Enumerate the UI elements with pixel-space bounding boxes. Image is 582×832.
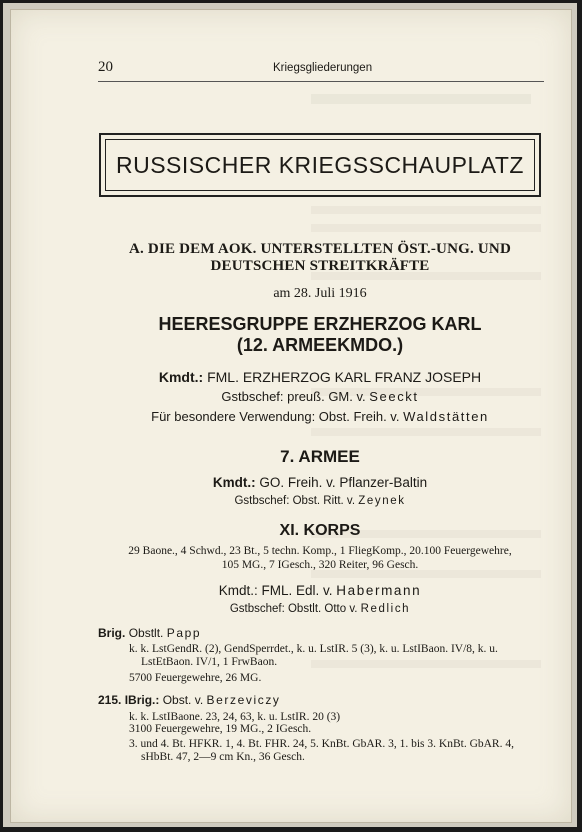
korps-gstbschef-label: Gstbschef: Obstlt. Otto v. [229,603,358,615]
brig-strength: 5700 Feuergewehre, 26 MG. [129,672,262,684]
heeresgruppe-title-line1: HEERESGRUPPE ERZHERZOG KARL [158,314,482,334]
heeresgruppe-generalstabschef [99,389,541,404]
besondere-label: Für besondere Verwendung: Obst. Freih. v. [151,409,400,424]
korps-kommandant [99,583,541,598]
brig-heading [98,626,201,640]
running-title: Kriegsgliederungen [273,62,373,74]
kmdt-name: FML. ERZHERZOG KARL FRANZ JOSEPH [207,369,482,385]
korps-kmdt-label: Kmdt.: FML. Edl. v. [218,583,333,598]
korps-kmdt-name: Habermann [336,583,422,598]
ibrig-artillery-line1: 3. und 4. Bt. HFKR. 1, 4. Bt. FHR. 24, 5. KnBt. GbAR. 3, 1. bis 3. KnBt. GbAR. 4, [129,738,514,750]
header-rule [98,81,544,82]
section-a-heading-line2: DEUTSCHEN STREITKRÄFTE [210,258,430,274]
ibrig-units-line2: 3100 Feuergewehre, 19 MG., 2 IGesch. [129,723,312,735]
armee-gstbschef-label: Gstbschef: Obst. Ritt. v. [234,495,356,507]
page-number: 20 [98,59,113,75]
ibrig-label: 215. IBrig.: [98,693,160,707]
brig-units-line2: LstEtBaon. IV/1, 1 FrwBaon. [141,656,278,668]
title-box-inner [105,139,535,191]
page-frame [3,3,577,827]
gstbschef-name: Seeckt [369,389,419,404]
armee-title: 7. ARMEE [280,447,360,466]
besondere-name: Waldstätten [403,409,489,424]
armee-kmdt-name: GO. Freih. v. Pflanzer-Baltin [259,475,428,490]
ibrig-cmd-name: Berzeviczy [206,693,281,707]
brig-units-line1: k. k. LstGendR. (2), GendSperrdet., k. u. LstIR. 5 (3), k. u. LstIBaon. IV/8, k. u. [129,643,498,655]
ibrig-heading [98,693,281,707]
section-a-date: am 28. Juli 1916 [273,286,367,301]
heeresgruppe-besondere-verwendung [99,409,541,424]
korps-strength-line1: 29 Baone., 4 Schwd., 23 Bt., 5 techn. Komp., 1 FliegKomp., 20.100 Feuergewehre, [128,545,512,557]
brig-cmd-label: Obstlt. [128,626,164,640]
brig-label: Brig. [98,626,126,640]
armee-gstbschef-name: Zeynek [358,495,406,507]
document-page [10,9,572,823]
korps-generalstabschef [99,603,541,615]
korps-gstbschef-name: Redlich [360,603,411,615]
kmdt-label: Kmdt.: [158,369,204,385]
korps-strength-line2: 105 MG., 7 IGesch., 320 Reiter, 96 Gesch. [221,559,419,571]
gstbschef-label: Gstbschef: preuß. GM. v. [221,389,366,404]
armee-kmdt-label: Kmdt.: [212,475,256,490]
heeresgruppe-title-line2: (12. ARMEEKMDO.) [236,335,404,355]
ibrig-units-line1: k. k. LstIBaone. 23, 24, 63, k. u. LstIR. 20 (3) [129,711,341,723]
korps-title: XI. KORPS [279,522,361,539]
heeresgruppe-kommandant [99,369,541,385]
title-box [99,133,541,197]
armee-generalstabschef [99,495,541,507]
ibrig-artillery-line2: sHbBt. 47, 2—9 cm Kn., 36 Gesch. [141,751,305,763]
ibrig-cmd-label: Obst. v. [162,693,204,707]
section-a-heading-line1: A. DIE DEM AOK. UNTERSTELLTEN ÖST.-UNG. UND [128,241,511,257]
brig-cmd-name: Papp [166,626,202,640]
armee-kommandant [99,475,541,490]
chapter-title: RUSSISCHER KRIEGSSCHAUPLATZ [116,151,524,178]
